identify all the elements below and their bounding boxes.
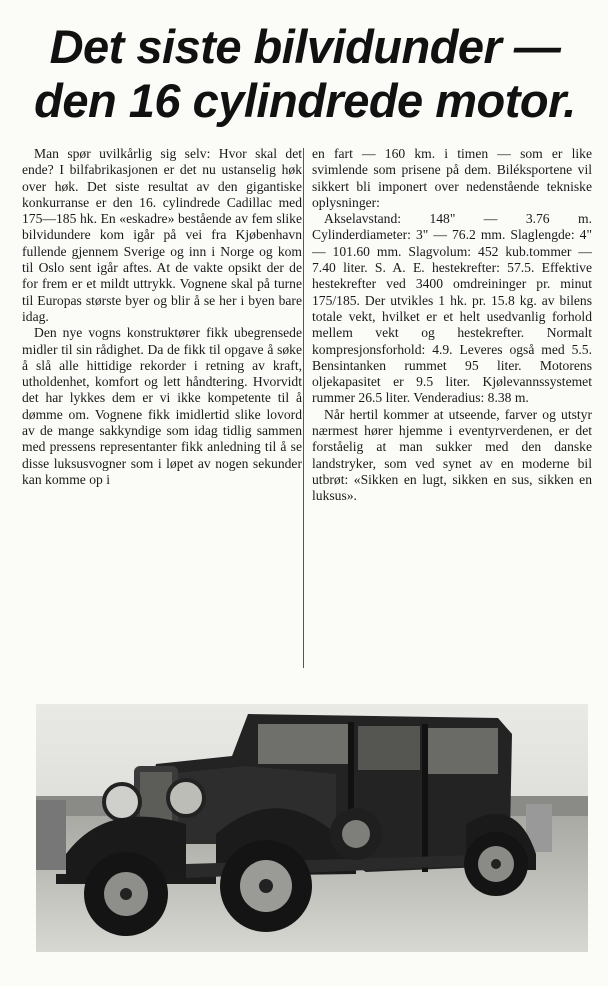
car-photo <box>36 704 588 952</box>
right-paragraph-1: en fart — 160 km. i timen — som er like svimlende som prisene på dem. Biléksportene vil sikkert bli imponert over nedenstående tekniske oplysninger: <box>312 146 592 210</box>
right-paragraph-2: Akselavstand: 148" — 3.76 m. Cylinderdiameter: 3" — 76.2 mm. Slaglengde: 4" — 101.60 mm. Slagvolum: 452 kub.tommer — 7.40 liter. S. A. E. hestekrefter: 57.5. Effektive hestekrefter ved 3400 omdreininger pr. minut 175/185. Der utvikles 1 hk. pr. 15.8 kg. av bilens totale vekt, hvilket er et helt usedvanlig forhold mellem vekt og hestekrefter. Normalt kompresjonsforhold: 4.9. Leveres også med 5.5. Bensintanken rummet 95 liter. Motorens oljekapasitet er 9.5 liter. Kjølevannssystemet rummer 26.5 liter. Venderadius: 8.38 m. <box>312 211 592 406</box>
column-divider <box>303 148 304 668</box>
headline-line-2: den 16 cylindrede motor. <box>34 74 576 127</box>
headline <box>10 20 600 128</box>
left-paragraph-1: Man spør uvilkårlig sig selv: Hvor skal det ende? I bilfabrikasjonen er det nu ustanselig høk over høk. Det siste resultat av den gigantiske konkurranse er den 16. cylindrede Cadillac med 175—185 hk. En «eskadre» bestående av fem slike bilvidundere kom igår på vei fra Kjøbenhavn fullende gjennem Sverige og inn i Norge og kom til Oslo sent igår aftes. At de vakte opsikt der de for frem er et mildt uttrykk. Vognene skal på turne til Europas største byer og blir å se her i byen bare idag. <box>22 146 302 324</box>
headline-line-1: Det siste bilvidunder — <box>49 20 561 73</box>
left-column <box>22 146 302 488</box>
right-paragraph-3: Når hertil kommer at utseende, farver og utstyr nærmest hører hjemme i eventyrverdenen, er det forståelig at man sukker med den danske landstryker, som ved synet av en moderne bil utbrøt: «Sikken en lugt, sikken en sus, sikken en luksus». <box>312 406 592 504</box>
left-paragraph-2: Den nye vogns konstruktører fikk ubegrensede midler til sin rådighet. Da de fikk til opgave å søke å slå alle hittidige rekorder i retning av kraft, utholdenhet, komfort og lett håndtering. Hvorvidt det har lykkes dem er vi ikke kompetente til å dømme om. Vognene fikk imidlertid slike lovord av de mange sakkyndige som idag tidlig sammen med pressens representanter fikk anledning til å se disse luksusvogner som i løpet av nogen sekunder kan komme op i <box>22 325 302 487</box>
right-column <box>312 146 592 505</box>
